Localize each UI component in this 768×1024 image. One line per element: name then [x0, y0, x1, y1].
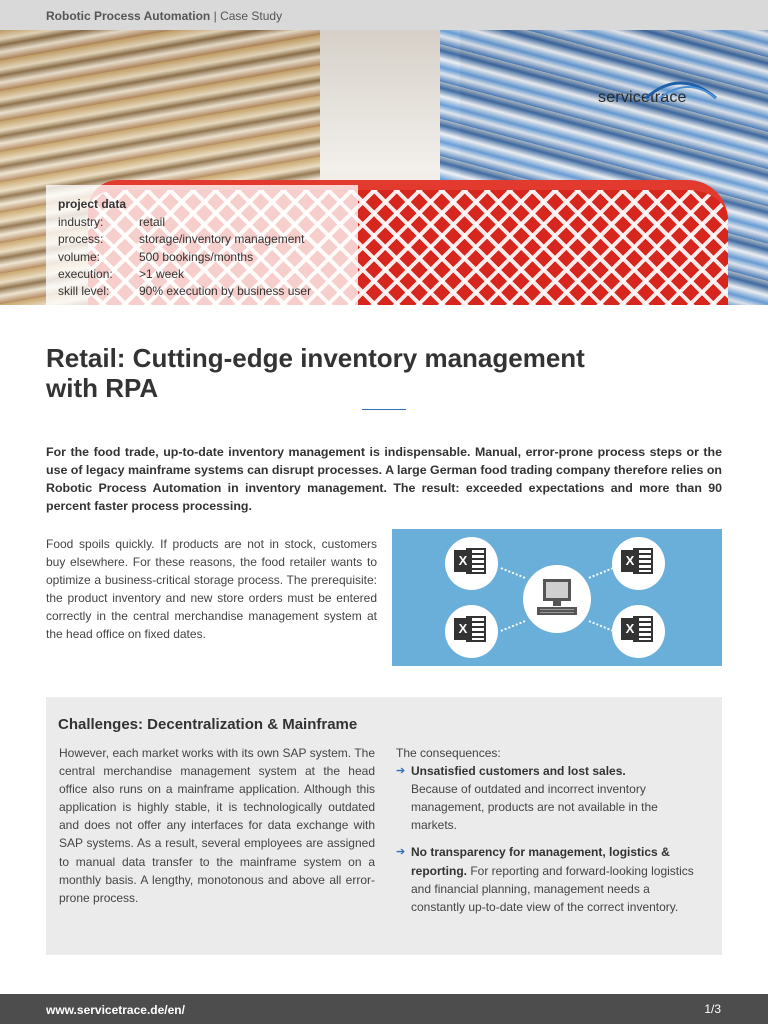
challenges-box — [46, 697, 722, 955]
arrow-bullet-icon: ➔ — [396, 846, 406, 859]
consequences-label: The consequences: — [396, 746, 501, 760]
consequence-item: ➔ No transparency for management, logistics & reporting. For reporting and forward-looking logistics and financial planning, management needs a constantly up-to-date view of the correct inventory. — [396, 845, 694, 914]
process-diagram — [392, 529, 722, 666]
page-title: Retail: Cutting-edge inventory management with RPA — [46, 343, 585, 403]
document-category — [46, 9, 282, 23]
document-type: Case Study — [220, 9, 283, 23]
topic-label: Robotic Process Automation — [46, 9, 211, 23]
project-data-row: execution: >1 week — [58, 266, 185, 281]
excel-icon: X — [445, 537, 498, 590]
consequence-item: ➔ Unsatisfied customers and lost sales. Because of outdated and incorrect inventory management, products are not available in the markets. — [396, 764, 658, 833]
logo-text: servicetrace — [598, 89, 687, 106]
excel-icon: X — [612, 605, 665, 658]
arrow-icon — [501, 567, 526, 579]
intro-paragraph: Food spoils quickly. If products are not in stock, customers buy elsewhere. For these reasons, the food retailer wants to optimize a business-critical storage process. The prerequisite: the product inventory and new store orders must be entered correctly in the central merchandise management system at the head office on fixed dates. — [46, 537, 377, 641]
arrow-icon — [589, 620, 614, 632]
excel-icon: X — [612, 537, 665, 590]
project-data-row: process: storage/inventory management — [58, 232, 305, 247]
challenges-title: Challenges: Decentralization & Mainframe — [58, 716, 358, 733]
arrow-icon — [501, 620, 526, 632]
footer-bar — [0, 994, 768, 1024]
title-divider — [362, 409, 406, 410]
project-data-title: project data — [58, 197, 127, 211]
project-data-row: industry: retail — [58, 215, 166, 229]
website-link[interactable]: www.servicetrace.de/en/ — [46, 1003, 185, 1017]
top-bar — [0, 0, 768, 30]
consequences-column — [396, 744, 706, 916]
separator: | — [213, 9, 217, 23]
arrow-icon — [589, 567, 614, 579]
logo-swoosh-icon — [640, 72, 720, 102]
excel-icon: X — [445, 605, 498, 658]
project-data-row: skill level: 90% execution by business user — [58, 284, 312, 299]
page-number: 1/3 — [704, 1002, 721, 1016]
challenges-text: However, each market works with its own SAP system. The central merchandise management system at the head office also runs on a mainframe application. Although this application is highly stable, it is technologically outdated and does not offer any interfaces for data exchange with SAP systems. As a result, several employees are assigned to manual data transfer to the mainframe system on a monthly basis. A lengthy, monotonous and above all error-prone process. — [59, 746, 375, 905]
project-data-box — [46, 185, 358, 305]
project-data-row: volume: 500 bookings/months — [58, 249, 254, 264]
arrow-bullet-icon: ➔ — [396, 765, 406, 778]
servicetrace-logo — [598, 86, 718, 108]
hero-image — [0, 30, 768, 305]
lead-paragraph: For the food trade, up-to-date inventory management is indispensable. Manual, error-prone process steps or the use of legacy mainframe systems can disrupt processes. A large German food trading company therefore relies on Robotic Process Automation in inventory management. The result: exceeded expectations and more than 90 percent faster process processing. — [46, 445, 722, 513]
computer-icon — [523, 565, 591, 633]
